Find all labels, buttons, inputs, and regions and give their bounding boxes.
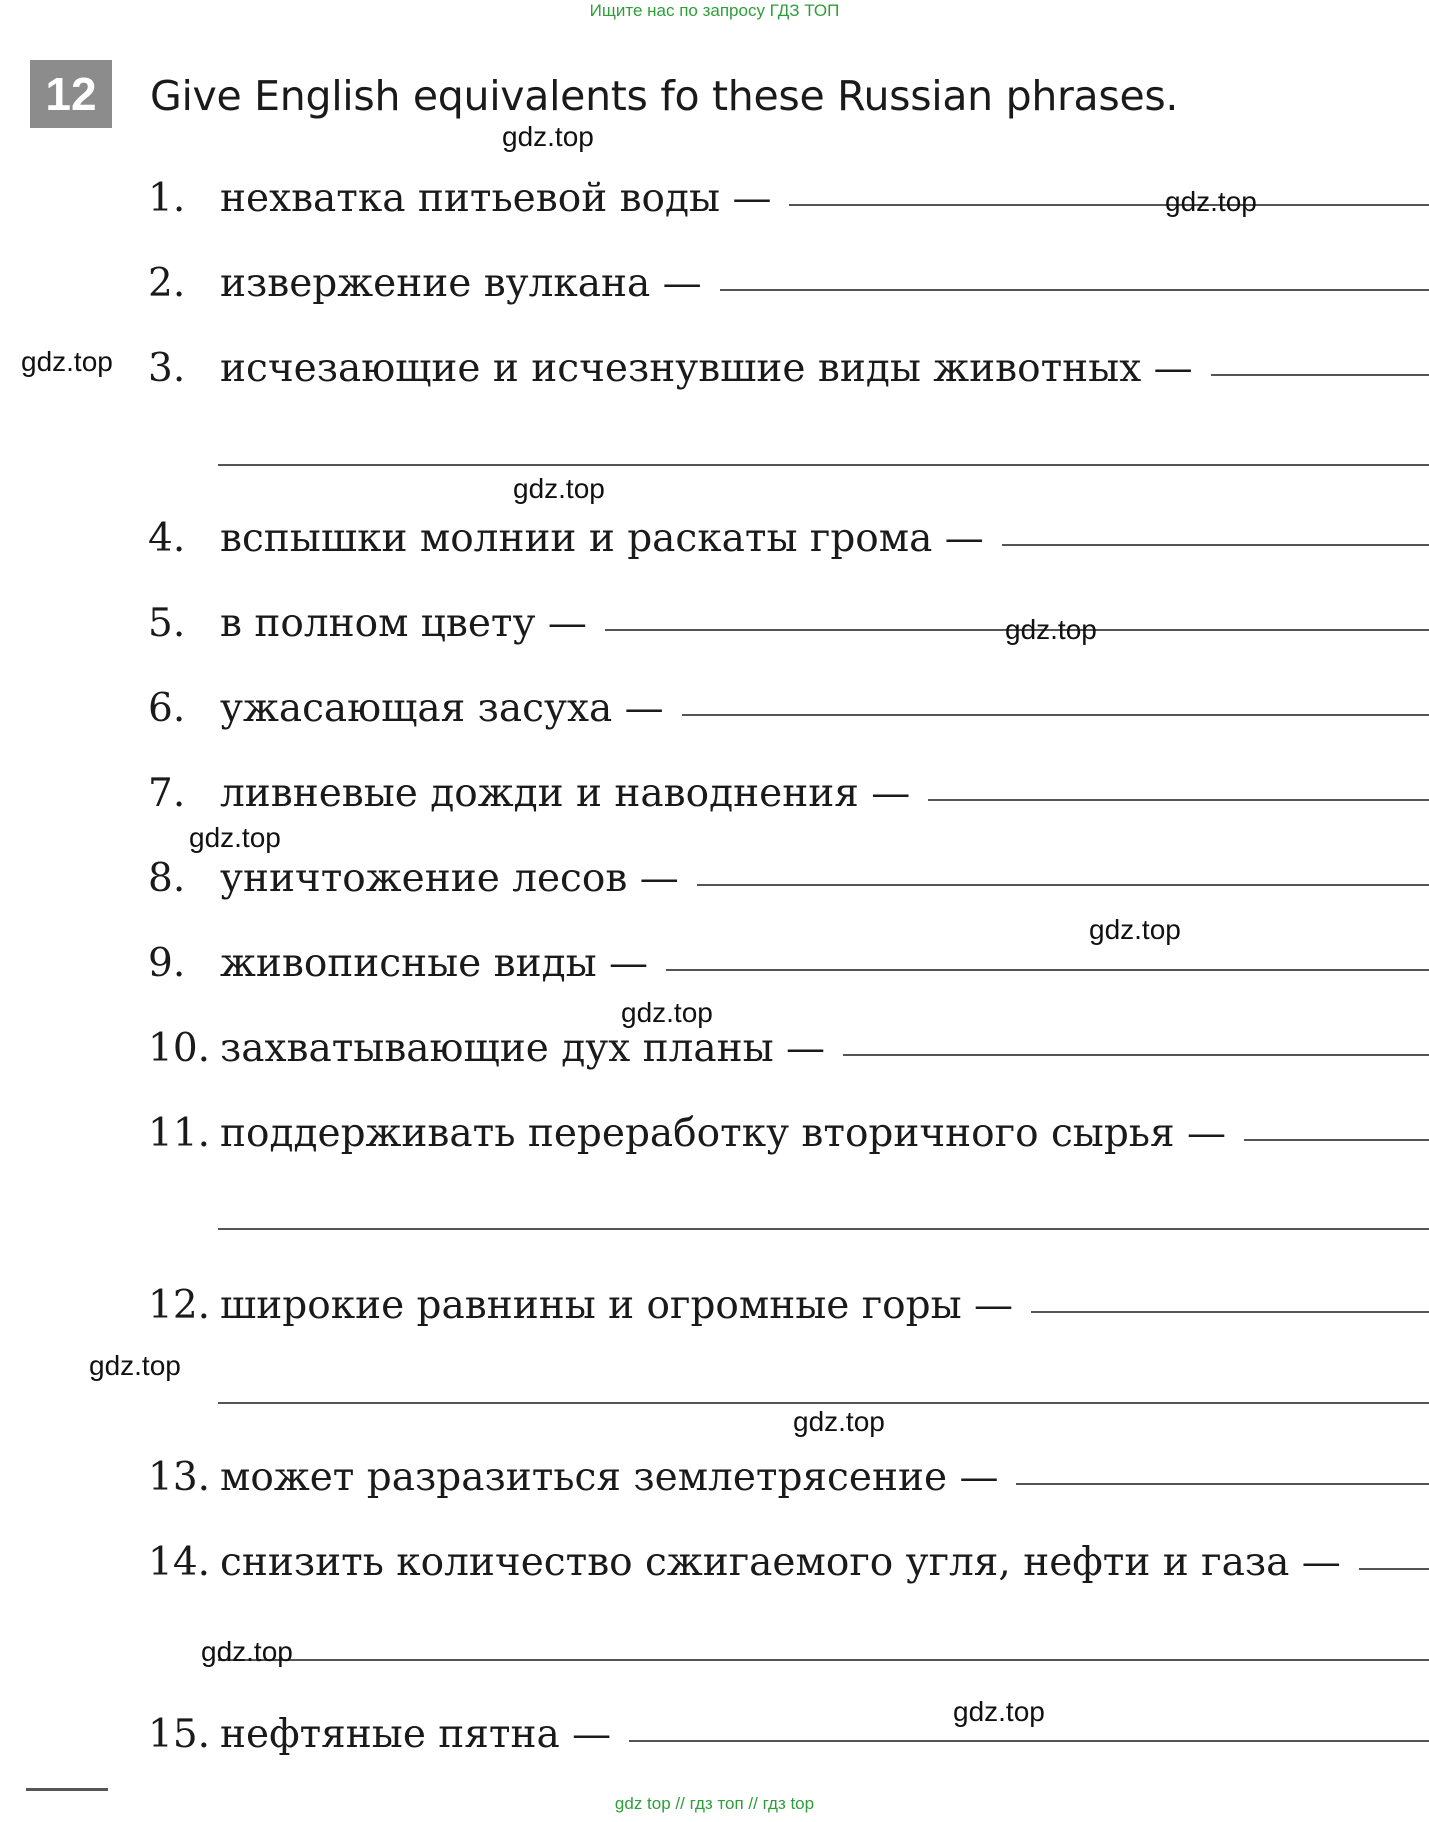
list-item: [148, 1018, 1429, 1078]
bottom-rule: [26, 1788, 108, 1791]
item-phrase: извержение вулкана —: [220, 260, 702, 306]
item-number: 13.: [148, 1454, 211, 1500]
answer-line[interactable]: [682, 714, 1429, 716]
list-item: [148, 1532, 1429, 1592]
list-item: [148, 763, 1429, 823]
answer-line[interactable]: [1211, 374, 1429, 376]
watermark-text: gdz.top: [1089, 914, 1181, 945]
answer-line[interactable]: [218, 1659, 1429, 1661]
item-number: 4.: [148, 515, 186, 561]
watermark-text: gdz.top: [621, 997, 713, 1028]
list-item: [148, 1447, 1429, 1507]
item-number: 2.: [148, 260, 186, 306]
top-banner[interactable]: Ищите нас по запросу ГДЗ ТОП: [589, 1, 840, 20]
item-phrase: широкие равнины и огромные горы —: [220, 1282, 1014, 1328]
watermark-text: gdz.top: [189, 822, 281, 853]
item-number: 8.: [148, 855, 186, 901]
item-phrase: нехватка питьевой воды —: [220, 175, 772, 221]
item-phrase: исчезающие и исчезнувшие виды животных —: [220, 345, 1193, 391]
watermark-text: gdz.top: [502, 121, 594, 152]
list-item: [148, 1103, 1429, 1163]
list-item: [148, 338, 1429, 398]
answer-line[interactable]: [1016, 1483, 1429, 1485]
answer-line[interactable]: [218, 1228, 1429, 1230]
answer-line[interactable]: [720, 289, 1429, 291]
watermark-text: gdz.top: [793, 1406, 885, 1437]
watermark-text: gdz.top: [1165, 186, 1257, 217]
answer-line[interactable]: [629, 1740, 1429, 1742]
item-phrase: поддерживать переработку вторичного сырья —: [220, 1110, 1227, 1156]
item-phrase: живописные виды —: [220, 940, 649, 986]
answer-line[interactable]: [1031, 1311, 1429, 1313]
answer-line[interactable]: [928, 799, 1429, 801]
item-phrase: снизить количество сжигаемого угля, нефти и газа —: [220, 1539, 1341, 1585]
item-phrase: ливневые дожди и наводнения —: [220, 770, 911, 816]
answer-line[interactable]: [218, 464, 1429, 466]
list-item: [148, 508, 1429, 568]
item-phrase: вспышки молнии и раскаты грома —: [220, 515, 984, 561]
watermark-text: gdz.top: [953, 1696, 1045, 1727]
answer-line[interactable]: [697, 884, 1429, 886]
item-phrase: захватывающие дух планы —: [220, 1025, 826, 1071]
answer-line[interactable]: [843, 1054, 1429, 1056]
answer-line[interactable]: [666, 969, 1429, 971]
answer-line[interactable]: [218, 1402, 1429, 1404]
item-number: 12.: [148, 1282, 211, 1328]
answer-line[interactable]: [1002, 544, 1429, 546]
item-phrase: ужасающая засуха —: [220, 685, 664, 731]
answer-line[interactable]: [789, 204, 1429, 206]
item-phrase: уничтожение лесов —: [220, 855, 679, 901]
list-item: [148, 678, 1429, 738]
watermark-text: gdz.top: [21, 346, 113, 377]
item-number: 6.: [148, 685, 186, 731]
watermark-text: gdz.top: [89, 1350, 181, 1381]
list-item: [148, 848, 1429, 908]
list-item: [148, 253, 1429, 313]
item-phrase: может разразиться землетрясение —: [220, 1454, 999, 1500]
item-number: 15.: [148, 1711, 211, 1757]
item-number: 3.: [148, 345, 186, 391]
list-item: [148, 1275, 1429, 1335]
answer-line[interactable]: [1359, 1568, 1429, 1570]
item-number: 7.: [148, 770, 186, 816]
item-number: 11.: [148, 1110, 211, 1156]
watermark-text: gdz.top: [513, 473, 605, 504]
item-number: 14.: [148, 1539, 211, 1585]
item-phrase: нефтяные пятна —: [220, 1711, 612, 1757]
item-number: 1.: [148, 175, 186, 221]
list-item: [148, 593, 1429, 653]
item-number: 10.: [148, 1025, 211, 1071]
answer-line[interactable]: [1244, 1139, 1429, 1141]
exercise-title: Give English equivalents fo these Russian phrases.: [150, 72, 1179, 120]
watermark-text: gdz.top: [1005, 614, 1097, 645]
item-number: 5.: [148, 600, 186, 646]
exercise-number-badge: 12: [30, 60, 112, 128]
list-item: [148, 1704, 1429, 1764]
item-phrase: в полном цвету —: [220, 600, 587, 646]
item-number: 9.: [148, 940, 186, 986]
footer-links[interactable]: gdz top // гдз топ // гдз top: [614, 1794, 815, 1813]
watermark-text: gdz.top: [201, 1636, 293, 1667]
list-item: [148, 933, 1429, 993]
